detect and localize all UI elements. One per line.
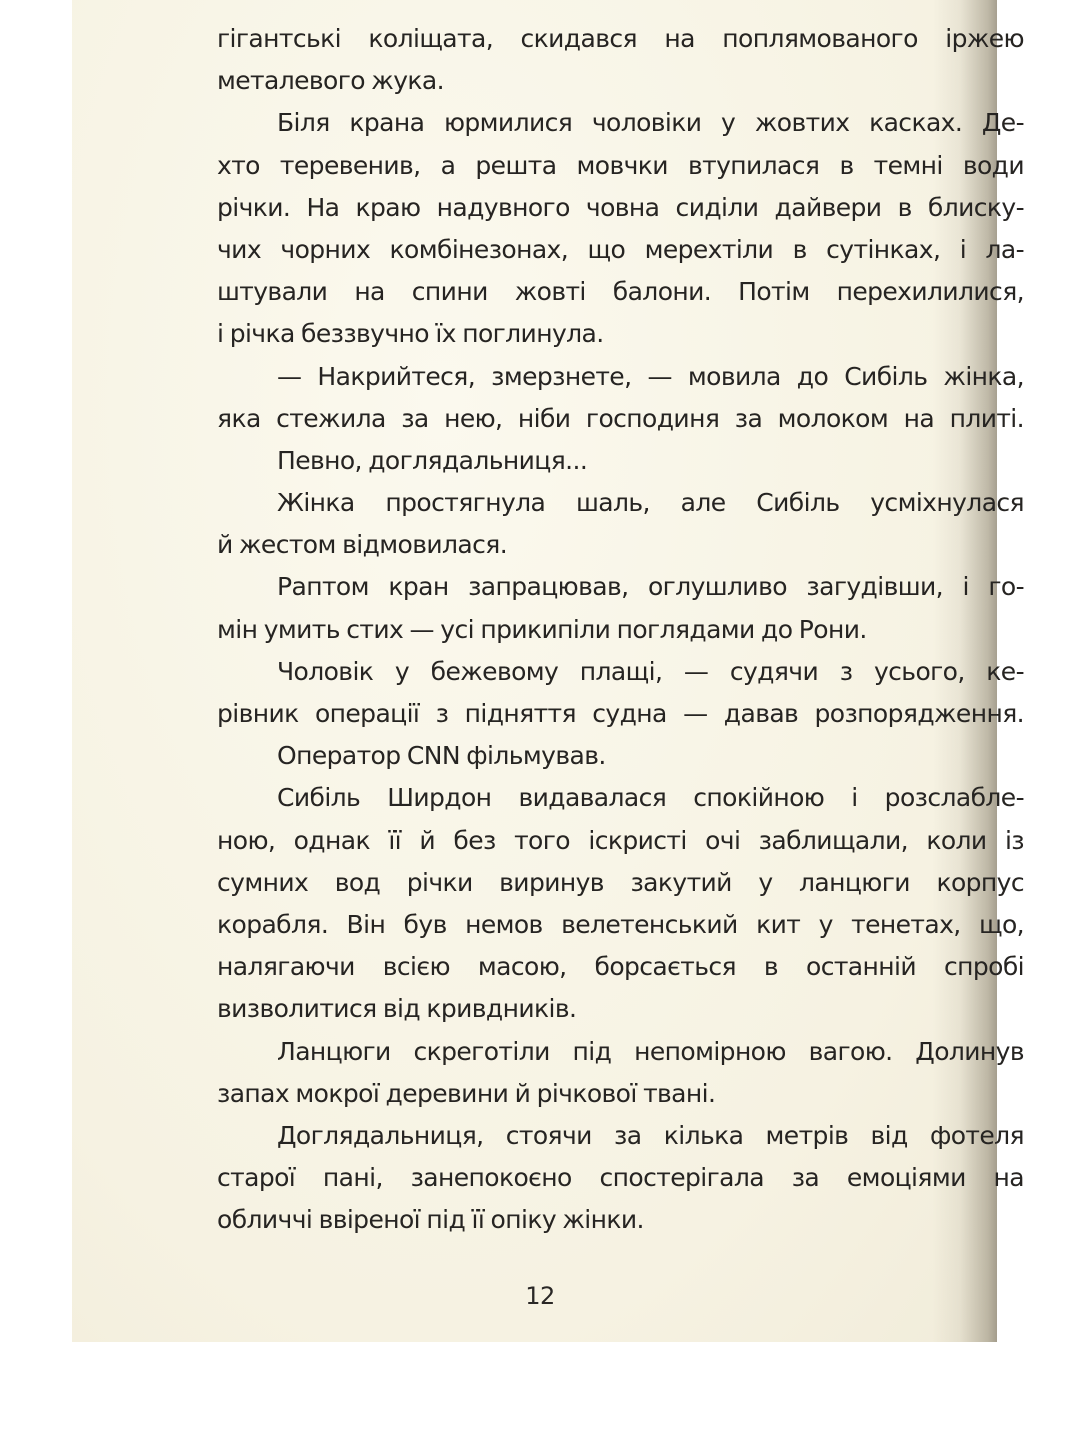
- text-line: ною, однак її й без того іскристі очі заблищали, коли із: [217, 825, 1024, 855]
- text-line: Жінка простягнула шаль, але Сибіль усміхнулася: [277, 488, 1024, 518]
- text-line: хто теревенив, а решта мовчки втупилася в темні води: [217, 150, 1024, 180]
- text-line: запах мокрої деревини й річкової твані.: [217, 1078, 716, 1108]
- text-line: яка стежила за нею, ніби господиня за молоком на плиті.: [217, 403, 1024, 433]
- text-line: Доглядальниця, стоячи за кілька метрів від фотеля: [277, 1120, 1024, 1150]
- text-line: гігантські коліщата, скидався на поплямованого іржею: [217, 24, 1024, 53]
- text-line: штували на спини жовті балони. Потім перехилилися,: [217, 277, 1024, 307]
- text-line: й жестом відмовилася.: [217, 530, 508, 560]
- text-line: Оператор CNN фільмував.: [277, 741, 606, 771]
- text-line: чих чорних комбінезонах, що мерехтіли в сутінках, і ла-: [217, 234, 1024, 264]
- text-line: — Накрийтеся, змерзнете, — мовила до Сибіль жінка,: [277, 361, 1024, 391]
- text-line: річки. На краю надувного човна сиділи дайвери в блиску-: [217, 192, 1024, 222]
- page-number: 12: [525, 1282, 555, 1310]
- text-line: рівник операції з підняття судна — давав розпорядження.: [217, 699, 1024, 728]
- text-line: старої пані, занепокоєно спостерігала за емоціями на: [217, 1163, 1024, 1193]
- text-line: Раптом кран запрацював, оглушливо загудівши, і го-: [277, 572, 1024, 602]
- book-page: [72, 0, 1024, 1342]
- text-line: обличчі ввіреної під її опіку жінки.: [217, 1205, 644, 1235]
- text-line: корабля. Він був немов велетенський кит у тенетах, що,: [217, 909, 1024, 939]
- page-body-text: [217, 18, 1024, 1241]
- text-line: і річка беззвучно їх поглинула.: [217, 319, 604, 349]
- text-line: налягаючи всією масою, борсається в останній спробі: [217, 952, 1024, 982]
- text-line: Чоловік у бежевому плащі, — судячи з усього, ке-: [277, 656, 1024, 686]
- text-line: Ланцюги скреготіли під непомірною вагою. Долинув: [277, 1036, 1024, 1066]
- text-line: Певно, доглядальниця...: [277, 445, 588, 475]
- text-line: Сибіль Ширдон видавалася спокійною і розслабле-: [277, 783, 1024, 813]
- text-line: металевого жука.: [217, 66, 444, 96]
- text-line: визволитися від кривдників.: [217, 994, 577, 1024]
- text-line: мін умить стих — усі прикипіли поглядами до Рони.: [217, 614, 867, 644]
- text-line: Біля крана юрмилися чоловіки у жовтих касках. Де-: [277, 108, 1024, 138]
- text-line: сумних вод річки виринув закутий у ланцюги корпус: [217, 867, 1024, 897]
